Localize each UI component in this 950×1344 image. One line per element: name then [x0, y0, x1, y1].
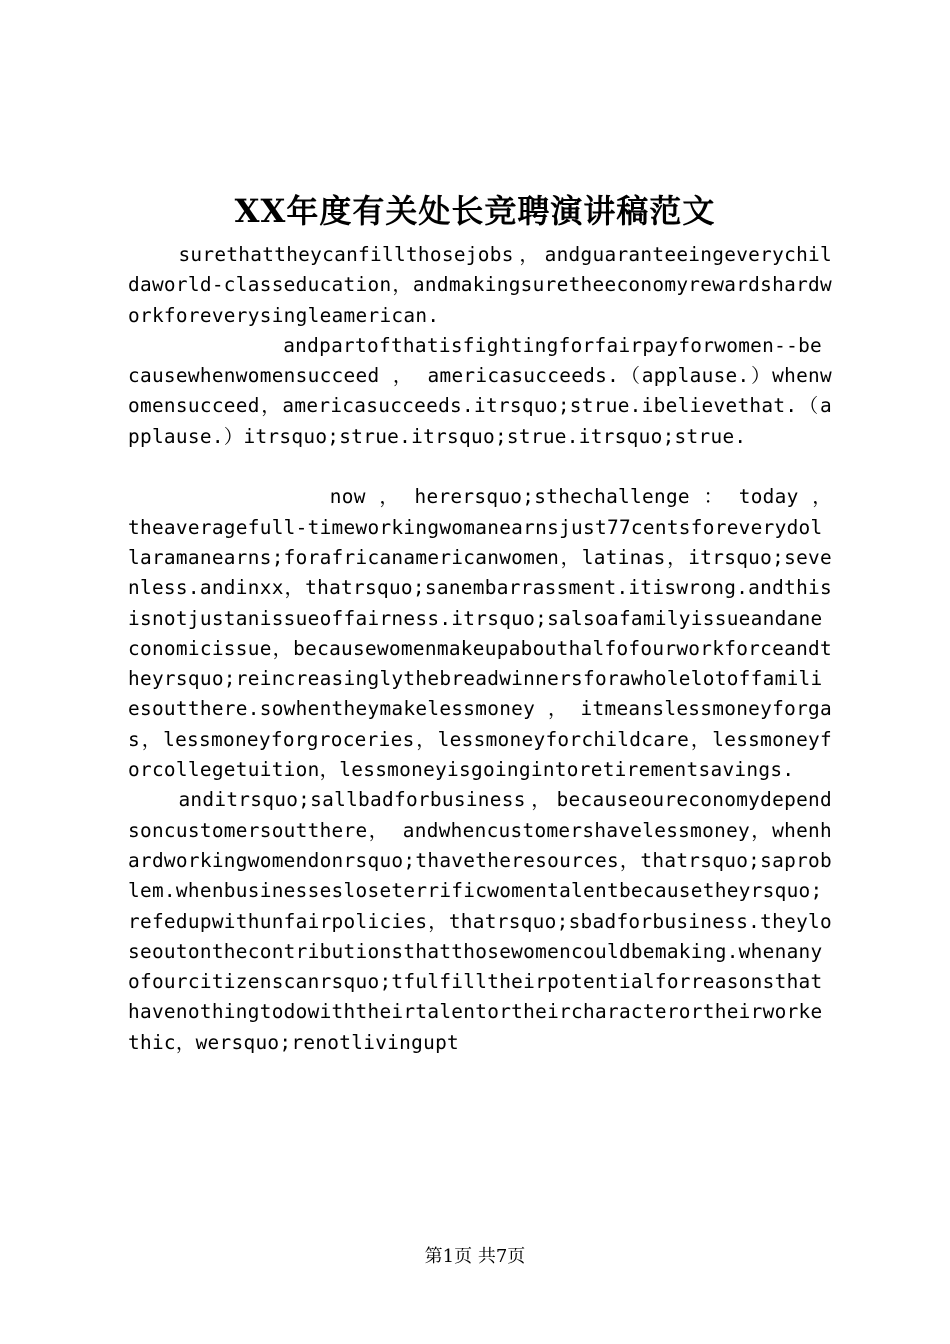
- document-title: XX年度有关处长竞聘演讲稿范文: [234, 192, 716, 230]
- paragraph-3: now ， herersquo;sthechallenge ： today ， theaveragefull-timeworkingwomanearnsjust77centsforeverydollaramanearns;forafricanamericanwomen，latinas，itrsquo;sevenless.andinxx，thatrsquo;sanembarrassment.itiswrong.andthisisnotjustanissueoffairness.itrsquo;salsoafamilyissueandaneconomicissue，becausewomenmakeupabouthalfofourworkforceandtheyrsquo;reincreasinglythebreadwinnersforawholelotoffamiliesoutthere.sowhentheymakelessmoney，itmeanslessmoneyforgas，lessmoneyforgroceries，lessmoneyforchildcare，lessmoneyforcollegetuition，lessmoneyisgoingintoretirementsavings.: [128, 485, 832, 782]
- paragraph-2: andpartofthatisfightingforfairpayforwomen--becausewhenwomensucceed ， americasucceeds.（applause.）whenwomensucceed，americasucceeds.itrsquo;strue.ibelievethat.（applause.）itrsquo;strue.itrsquo;strue.itrsquo;strue.: [128, 333, 832, 448]
- paragraph-4: anditrsquo;sallbadforbusiness，becauseoureconomydependsoncustomersoutthere， andwhencustomershavelessmoney，whenhardworkingwomendonrsquo;thavetheresources，thatrsquo;saproblem.whenbusinessesloseterrificwomentalentbecausetheyrsquo;refedupwithunfairpolicies，thatrsquo;sbadforbusiness.theyloseoutonthecontributionsthatthosewomencouldbemaking.whenanyofourcitizenscanrsquo;tfulfilltheirpotentialforreasonsthathavenothingtodowiththeirtalentortheircharacterortheirworkethic，wersquo;renotlivingupt: [128, 788, 832, 1054]
- document-body: [128, 240, 832, 1058]
- page-number-footer: 第1页 共7页: [424, 1246, 526, 1267]
- paragraph-1: surethattheycanfillthosejobs，andguaranteeingeverychildaworld-classeducation，andmakingsuretheeconomyrewardshardworkforeverysingleamerican.: [128, 243, 832, 327]
- blank-line: [128, 452, 832, 482]
